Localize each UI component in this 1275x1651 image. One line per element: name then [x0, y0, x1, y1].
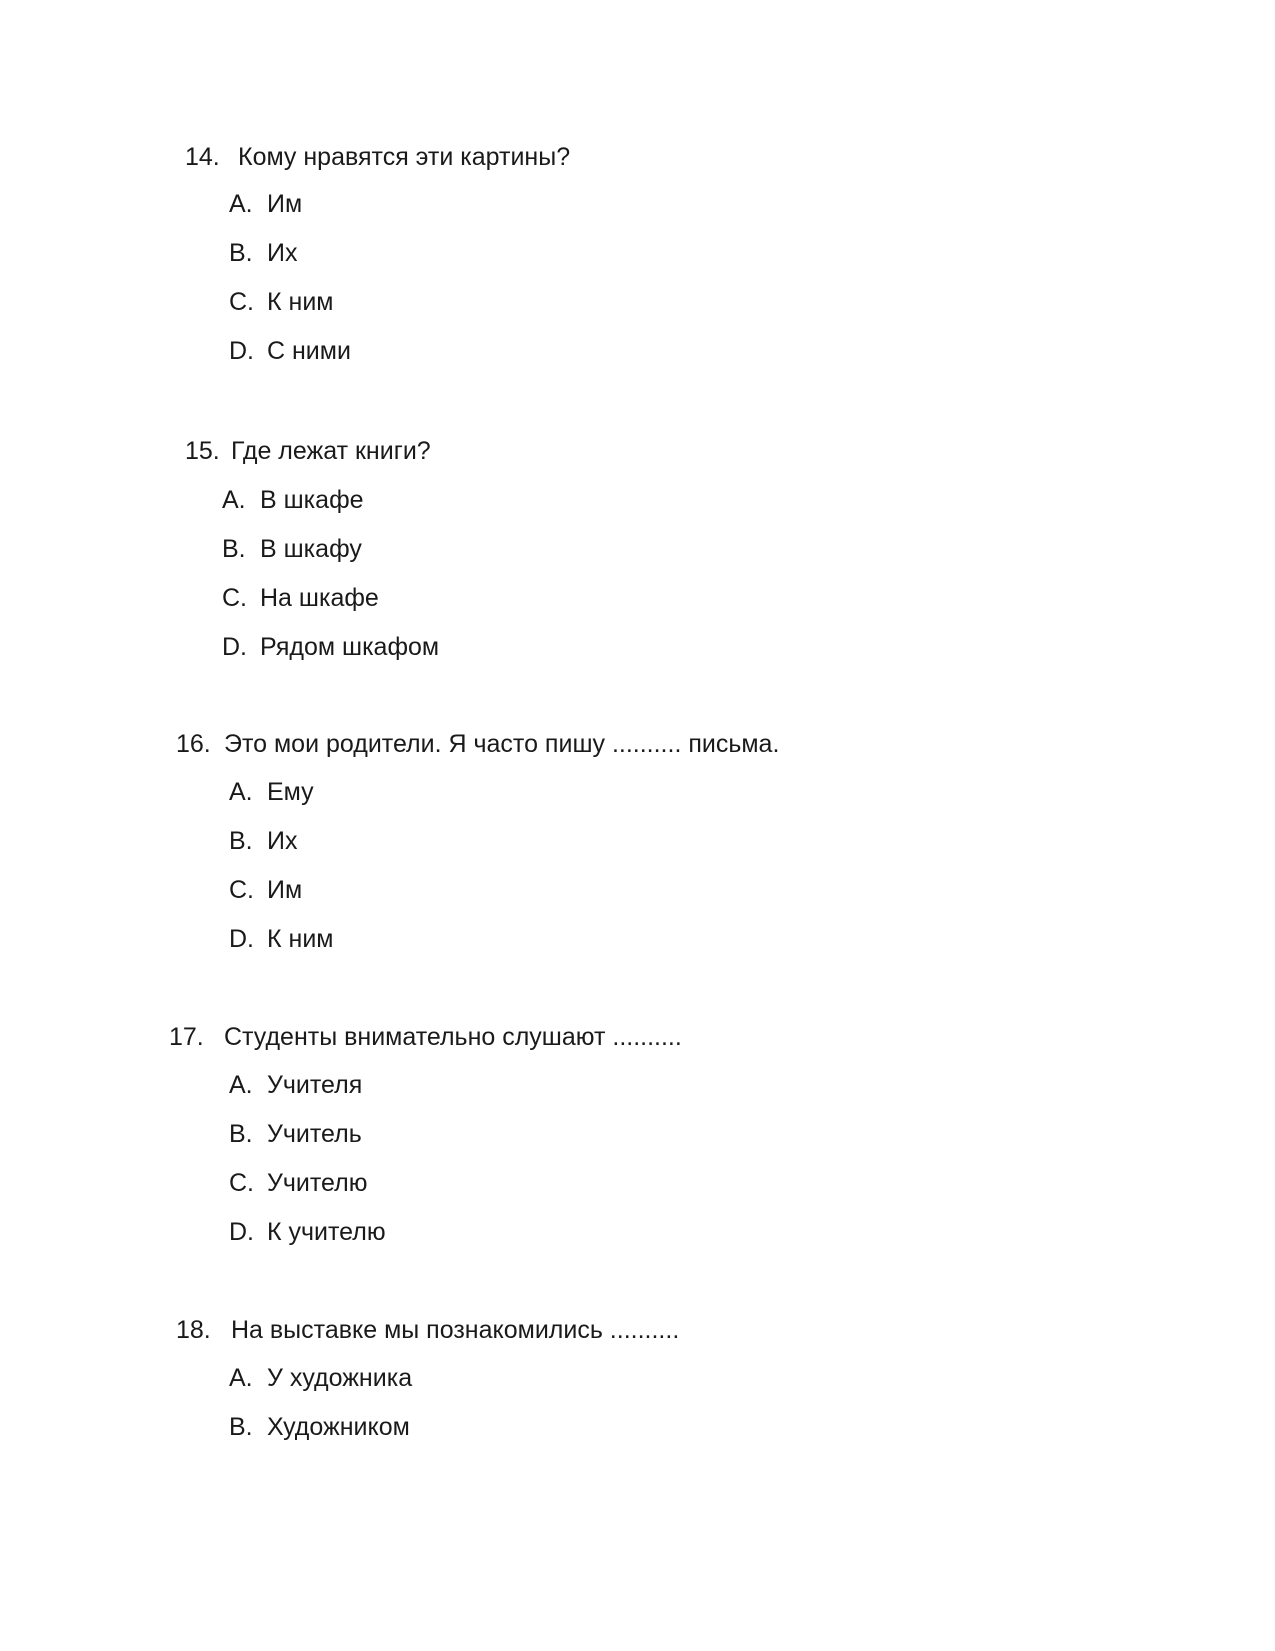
option-text: В шкафу [260, 535, 362, 563]
option-text: Рядом шкафом [260, 633, 440, 661]
option-letter: B. [229, 1120, 253, 1148]
option-letter: A. [229, 778, 253, 806]
question-text: Где лежат книги? [231, 437, 431, 465]
question-number: 17. [169, 1023, 204, 1051]
option-letter: C. [229, 876, 254, 904]
question-text: Это мои родители. Я часто пишу .......... письма. [224, 730, 780, 758]
option-text: К ним [267, 925, 334, 953]
option-text: С ними [267, 337, 351, 365]
option-letter: B. [229, 239, 253, 267]
question-number: 16. [176, 730, 211, 758]
option-text: К ним [267, 288, 334, 316]
option-letter: A. [229, 1364, 253, 1392]
option-letter: A. [229, 190, 253, 218]
option-letter: D. [229, 1218, 254, 1246]
option-letter: C. [222, 584, 247, 612]
option-letter: D. [229, 925, 254, 953]
question-number: 18. [176, 1316, 211, 1344]
option-text: Их [267, 827, 298, 855]
option-letter: D. [222, 633, 247, 661]
option-letter: C. [229, 288, 254, 316]
question-number: 14. [185, 143, 220, 171]
option-letter: A. [222, 486, 246, 514]
option-letter: B. [229, 1413, 253, 1441]
option-text: У художника [267, 1364, 413, 1392]
option-text: Учителя [267, 1071, 363, 1099]
option-text: Ему [267, 778, 314, 806]
option-text: Им [267, 190, 303, 218]
option-letter: C. [229, 1169, 254, 1197]
option-text: Их [267, 239, 298, 267]
question-text: Студенты внимательно слушают .......... [224, 1023, 682, 1051]
option-text: К учителю [267, 1218, 386, 1246]
option-letter: B. [229, 827, 253, 855]
option-letter: A. [229, 1071, 253, 1099]
option-text: В шкафе [260, 486, 364, 514]
option-text: Учитель [267, 1120, 362, 1148]
option-letter: D. [229, 337, 254, 365]
option-text: Им [267, 876, 303, 904]
question-text: На выставке мы познакомились .......... [231, 1316, 680, 1344]
question-number: 15. [185, 437, 220, 465]
question-text: Кому нравятся эти картины? [238, 143, 571, 171]
option-text: Учителю [267, 1169, 368, 1197]
option-text: На шкафе [260, 584, 379, 612]
option-letter: B. [222, 535, 246, 563]
option-text: Художником [267, 1413, 410, 1441]
